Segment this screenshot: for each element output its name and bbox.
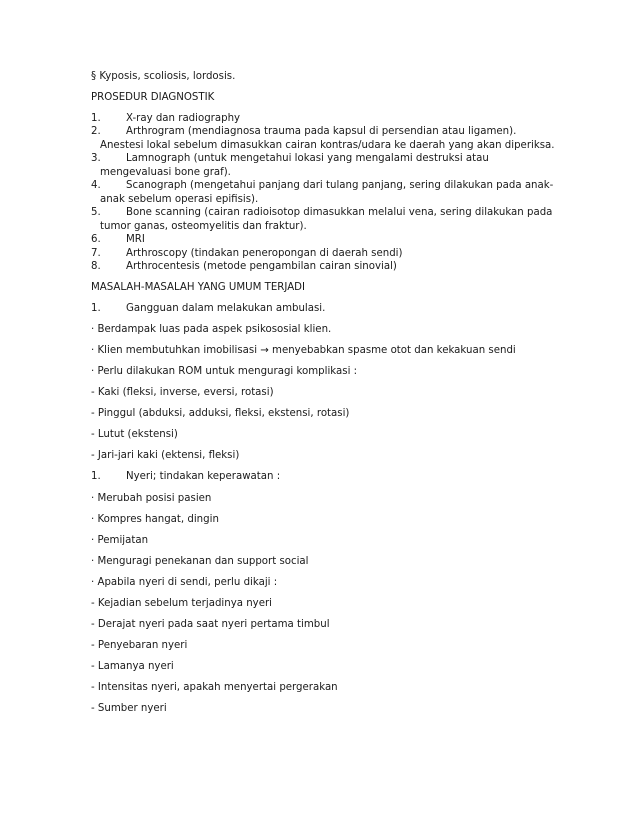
heading-prosedur-diagnostik: PROSEDUR DIAGNOSTIK bbox=[91, 91, 215, 103]
bullet-line: - Intensitas nyeri, apakah menyertai pergerakan bbox=[91, 682, 338, 694]
item-number: 1. bbox=[91, 112, 101, 124]
bullet-line: · Merubah posisi pasien bbox=[91, 492, 212, 504]
bullet-line: · Berdampak luas pada aspek psikososial klien. bbox=[91, 323, 332, 335]
bullet-line: - Kaki (fleksi, inverse, eversi, rotasi) bbox=[91, 387, 274, 399]
list-item bbox=[91, 112, 561, 126]
section-number: 1. bbox=[91, 302, 101, 314]
bullet-line: · Apabila nyeri di sendi, perlu dikaji : bbox=[91, 576, 278, 588]
list-item bbox=[91, 152, 561, 179]
list-item bbox=[91, 247, 561, 261]
list-item bbox=[91, 206, 561, 233]
section-title: Nyeri; tindakan keperawatan : bbox=[126, 471, 281, 483]
item-number: 5. bbox=[91, 207, 101, 219]
item-number: 7. bbox=[91, 247, 101, 259]
diagnostic-list bbox=[91, 112, 561, 274]
bullet-line: - Penyebaran nyeri bbox=[91, 640, 188, 652]
document-page bbox=[91, 70, 561, 724]
bullet-line: - Sumber nyeri bbox=[91, 703, 167, 715]
bullet-line: - Pinggul (abduksi, adduksi, fleksi, ekstensi, rotasi) bbox=[91, 408, 350, 420]
bullet-line: · Klien membutuhkan imobilisasi → menyebabkan spasme otot dan kekakuan sendi bbox=[91, 344, 516, 356]
item-number: 3. bbox=[91, 153, 101, 165]
bullet-line: - Lamanya nyeri bbox=[91, 661, 174, 673]
item-text: Arthroscopy (tindakan peneropongan di daerah sendi) bbox=[126, 247, 403, 259]
bullet-line: · Pemijatan bbox=[91, 534, 149, 546]
item-text: Arthrocentesis (metode pengambilan cairan sinovial) bbox=[126, 261, 397, 273]
section-number: 1. bbox=[91, 471, 101, 483]
bullet-line: - Jari-jari kaki (ektensi, fleksi) bbox=[91, 450, 240, 462]
section-nyeri bbox=[91, 470, 561, 484]
list-item bbox=[91, 260, 561, 274]
bullet-line: - Derajat nyeri pada saat nyeri pertama timbul bbox=[91, 619, 330, 631]
item-text: X-ray dan radiography bbox=[126, 112, 241, 124]
item-number: 4. bbox=[91, 180, 101, 192]
bullet-line: · Kompres hangat, dingin bbox=[91, 513, 219, 525]
heading-masalah-umum: MASALAH-MASALAH YANG UMUM TERJADI bbox=[91, 281, 306, 293]
bullet-line: · Menguragi penekanan dan support social bbox=[91, 555, 309, 567]
item-number: 2. bbox=[91, 126, 101, 138]
section-title: Gangguan dalam melakukan ambulasi. bbox=[126, 302, 326, 314]
list-item bbox=[91, 233, 561, 247]
item-text: Arthrogram (mendiagnosa trauma pada kapsul di persendian atau ligamen). Anestesi lokal sebelum dimasukkan cairan kontras/udara ke daerah yang akan diperiksa. bbox=[100, 126, 555, 151]
item-text: Scanograph (mengetahui panjang dari tulang panjang, sering dilakukan pada anak-anak sebelum operasi epifisis). bbox=[100, 180, 554, 205]
item-text: Lamnograph (untuk mengetahui lokasi yang mengalami destruksi atau mengevaluasi bone graf). bbox=[100, 153, 489, 178]
item-number: 6. bbox=[91, 234, 101, 246]
list-item bbox=[91, 179, 561, 206]
list-item bbox=[91, 125, 561, 152]
section-ambulasi bbox=[91, 302, 561, 316]
item-text: Bone scanning (cairan radioisotop dimasukkan melalui vena, sering dilakukan pada tumor ganas, osteomyelitis dan fraktur). bbox=[100, 207, 553, 232]
item-text: MRI bbox=[126, 234, 145, 246]
item-number: 8. bbox=[91, 261, 101, 273]
intro-line: § Kyposis, scoliosis, lordosis. bbox=[91, 71, 236, 82]
bullet-line: · Perlu dilakukan ROM untuk menguragi komplikasi : bbox=[91, 365, 358, 377]
bullet-line: - Lutut (ekstensi) bbox=[91, 429, 178, 441]
bullet-line: - Kejadian sebelum terjadinya nyeri bbox=[91, 598, 272, 609]
